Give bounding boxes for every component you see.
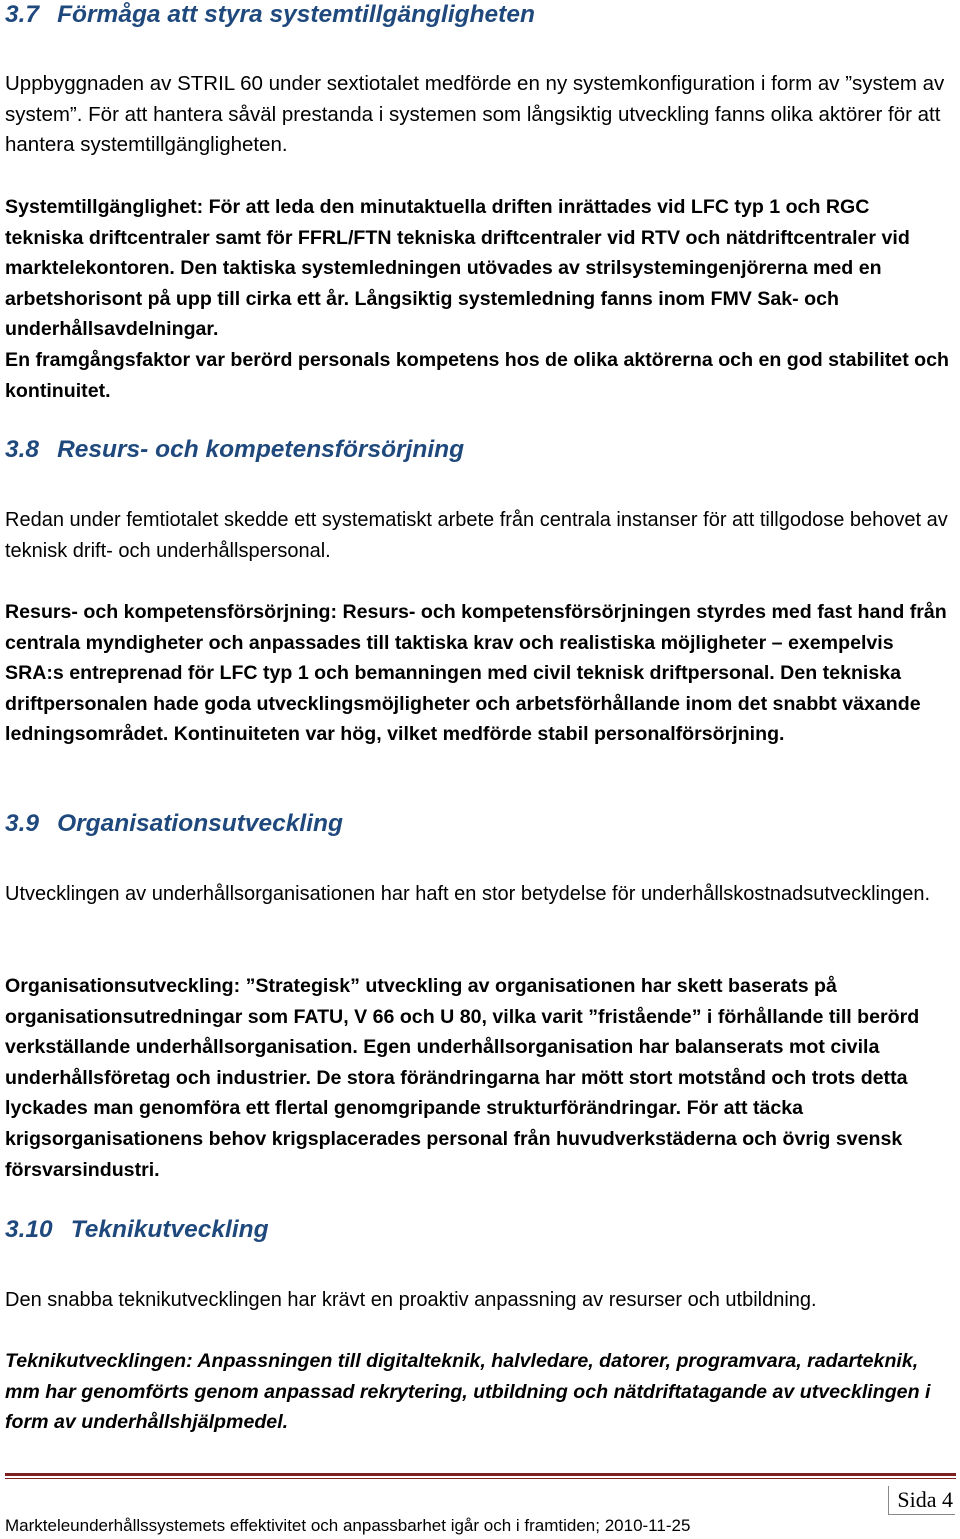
section-body-3-7: Systemtillgänglighet: För att leda den minutaktuella driften inrättades vid LFC typ 1 och RGC tekniska driftcentraler samt för FFRL/FTN tekniska driftcentraler vid RTV och nätdriftcentraler vid marktelekontoren. Den taktiska systemledningen utövades av strilsystemingenjörerna med en arbetshorisont på upp till cirka ett år. Långsiktig systemledning fanns inom FMV Sak- och underhållsavdelningar.	[5, 196, 910, 341]
section-title: Organisationsutveckling	[57, 810, 343, 837]
section-title: Förmåga att styra systemtillgängligheten	[57, 1, 535, 28]
section-title: Teknikutveckling	[70, 1216, 269, 1243]
section-title: Resurs- och kompetensförsörjning	[57, 436, 465, 463]
section-heading-3-8	[5, 435, 952, 465]
section-body-3-10: Teknikutvecklingen: Anpassningen till digitalteknik, halvledare, datorer, programvara, radarteknik, mm har genomförts genom anpassad rekrytering, utbildning och nätdriftatagande av utvecklingen i form av underhållshjälpmedel.	[5, 1350, 931, 1434]
section-intro-3-10: Den snabba teknikutvecklingen har krävt en proaktiv anpassning av resurser och utbildning.	[5, 1289, 817, 1311]
section-intro-3-9: Utvecklingen av underhållsorganisationen har haft en stor betydelse för underhållskostnadsutvecklingen.	[5, 883, 931, 905]
section-intro-3-7: Uppbyggnaden av STRIL 60 under sextiotalet medförde en ny systemkonfiguration i form av ”system av system”. För att hantera såväl prestanda i systemen som långsiktig utveckling fanns olika aktörer för att hantera systemtillgängligheten.	[5, 72, 945, 157]
section-number: 3.10	[5, 1216, 53, 1243]
section-number: 3.9	[5, 810, 40, 837]
section-body-3-9: Organisationsutveckling: ”Strategisk” utveckling av organisationen har skett baserats på organisationsutredningar som FATU, V 66 och U 80, vilka varit ”fristående” i förhållande till berörd verkställande underhållsorganisation. Egen underhållsorganisation har balanserats mot civila underhållsföretag och industrier. De stora förändringarna har mött stort motstånd och trots detta lyckades man genomföra ett flertal genomgripande strukturförändringar. För att täcka krigsorganisationens behov krigsplacerades personal från huvudverkstäderna och övrig svensk försvarsindustri.	[5, 975, 920, 1181]
section-number: 3.8	[5, 436, 40, 463]
footer-rule	[5, 1473, 956, 1476]
footer-text: Markteleunderhållssystemets effektivitet och anpassbarhet igår och i framtiden; 2010-11-25	[5, 1516, 691, 1535]
section-body2-3-7: En framgångsfaktor var berörd personals kompetens hos de olika aktörerna och en god stabilitet och kontinuitet.	[5, 349, 949, 402]
section-intro-3-8: Redan under femtiotalet skedde ett systematiskt arbete från centrala instanser för att tillgodose behovet av teknisk drift- och underhållspersonal.	[5, 509, 948, 562]
footer-rule-thin	[5, 1478, 956, 1479]
section-heading-3-7	[5, 0, 952, 30]
section-heading-3-9	[5, 809, 952, 839]
section-number: 3.7	[5, 1, 40, 28]
section-body-3-8: Resurs- och kompetensförsörjning: Resurs- och kompetensförsörjningen styrdes med fast hand från centrala myndigheter och anpassades till taktiska krav och realistiska möjligheter – exempelvis SRA:s entreprenad för LFC typ 1 och bemanningen med civil teknisk driftpersonal. Den tekniska driftpersonalen hade goda utvecklingsmöjligheter och arbetsförhållande inom det snabbt växande ledningsområdet. Kontinuiteten var hög, vilket medförde stabil personalförsörjning.	[5, 601, 947, 746]
section-heading-3-10	[5, 1215, 952, 1245]
page-number: Sida 4	[888, 1486, 955, 1515]
